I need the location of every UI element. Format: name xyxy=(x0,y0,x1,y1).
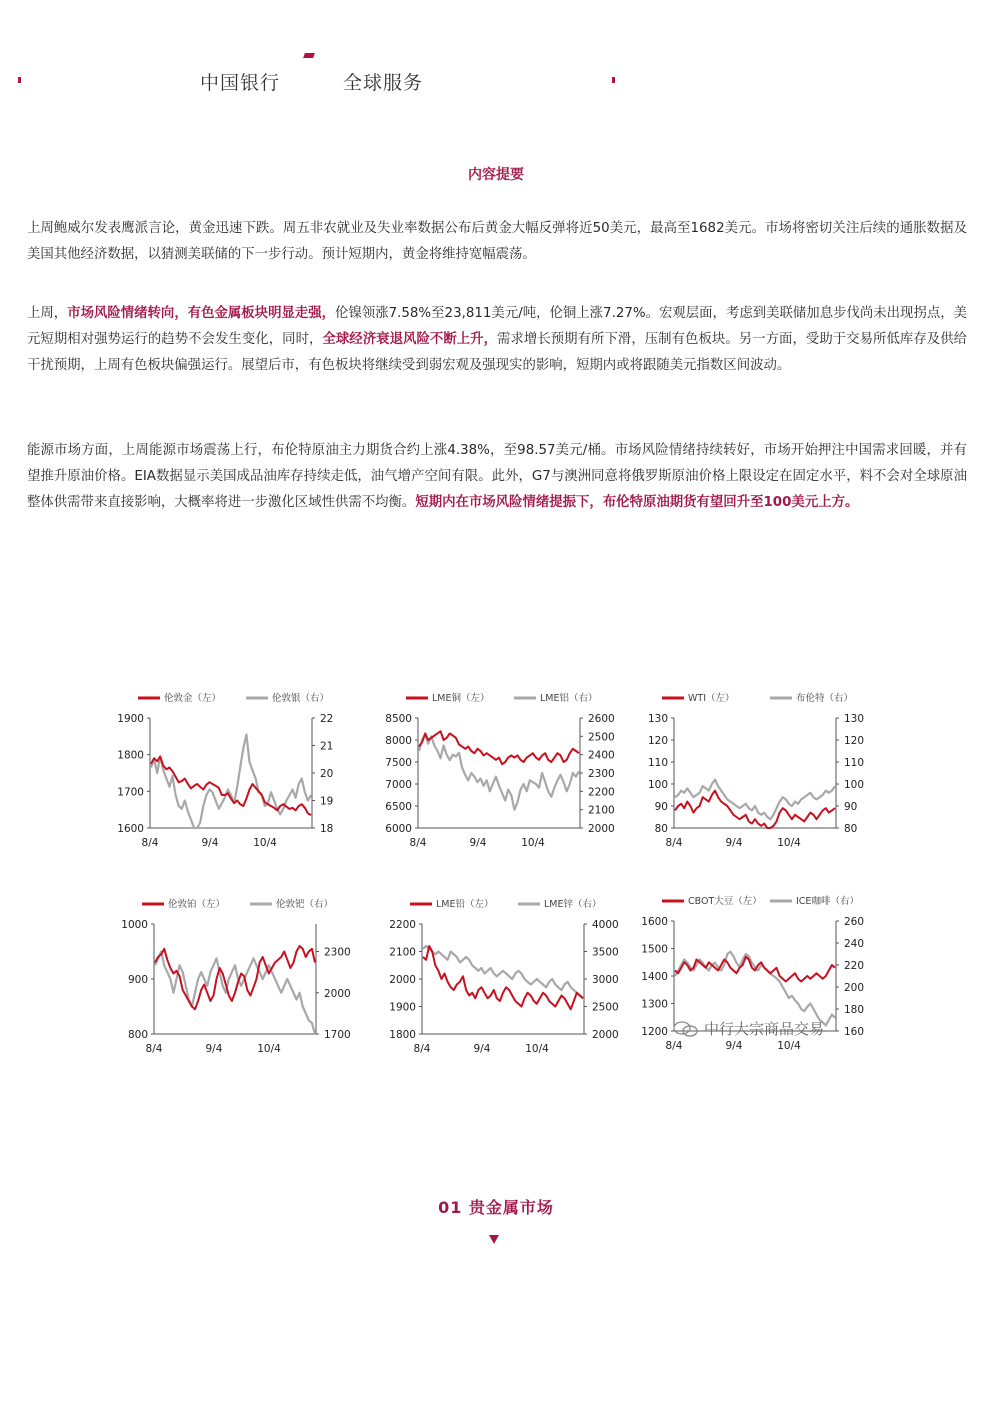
right-tick-label: 2000 xyxy=(324,987,351,1000)
right-tick-label: 160 xyxy=(844,1026,865,1038)
chart-lead-zinc xyxy=(380,896,630,1066)
series-line-primary xyxy=(155,946,315,1009)
left-tick-label: 100 xyxy=(647,779,668,791)
left-tick-label: 1600 xyxy=(641,916,668,928)
left-tick-label: 1800 xyxy=(117,749,144,762)
left-tick-label: 1900 xyxy=(389,1001,416,1014)
left-tick-label: 7000 xyxy=(385,779,412,791)
x-tick-label: 8/4 xyxy=(413,1043,431,1055)
right-tick-label: 2000 xyxy=(592,1029,619,1041)
right-tick-label: 260 xyxy=(844,916,865,928)
right-tick-label: 2300 xyxy=(324,946,351,959)
bank-logo-mark xyxy=(303,53,315,58)
right-tick-label: 3500 xyxy=(592,946,619,959)
x-tick-label: 9/4 xyxy=(205,1043,223,1055)
right-tick-label: 220 xyxy=(844,960,865,972)
header-mark-left xyxy=(18,77,21,83)
section-01-title: 01 贵金属市场 xyxy=(438,1198,554,1217)
legend-label: 布伦特（右） xyxy=(796,693,854,704)
left-tick-label: 2100 xyxy=(389,946,416,959)
legend-label: ICE咖啡（右） xyxy=(796,896,859,907)
x-tick-label: 8/4 xyxy=(145,1043,163,1055)
left-tick-label: 1600 xyxy=(117,823,144,835)
x-tick-label: 10/4 xyxy=(525,1043,549,1055)
left-tick-label: 6000 xyxy=(385,823,412,835)
body-text: 能源市场方面，上周能源市场震荡上行，布伦特原油主力期货合约上涨4.38%，至98.57美元/桶。市场风险情绪持续转好，市场开始押注中国需求回暖，并有望推升原油价格。EIA数据显示美国成品油库存持续走低，油气增产空间有限。此外，G7与澳洲同意将俄罗斯原油价格上限设定在固定水平，料不会对全球原油整体供需带来直接影响，大概率将进一步激化区域性供需不均衡。 xyxy=(27,443,967,510)
left-tick-label: 1200 xyxy=(641,1026,668,1038)
right-tick-label: 22 xyxy=(320,713,334,725)
left-tick-label: 2000 xyxy=(389,974,416,986)
watermark-text: 中行大宗商品交易 xyxy=(704,1020,825,1038)
right-tick-label: 100 xyxy=(844,779,865,791)
legend-label: 伦敦铂（左） xyxy=(168,899,226,910)
left-tick-label: 8000 xyxy=(385,735,412,747)
right-tick-label: 2500 xyxy=(588,731,615,744)
left-tick-label: 7500 xyxy=(385,757,412,769)
left-tick-label: 900 xyxy=(127,974,148,986)
right-tick-label: 2500 xyxy=(592,1001,619,1014)
right-tick-label: 21 xyxy=(320,740,334,753)
left-tick-label: 80 xyxy=(654,823,668,835)
series-line-secondary xyxy=(419,735,579,810)
x-tick-label: 8/4 xyxy=(409,837,427,849)
right-tick-label: 80 xyxy=(844,823,858,835)
body-text: 需求增长预期有所下滑，压制有色板块。另一方面，受助于交易所低库存及供给干扰预期，上周有色板块偏强运行。展望后市，有色板块将继续受到弱宏观及强现实的影响，短期内或将跟随美元指数区间波动。 xyxy=(27,332,968,373)
series-line-primary xyxy=(675,791,835,828)
legend-label: CBOT大豆（左） xyxy=(688,896,762,907)
left-tick-label: 1300 xyxy=(641,998,668,1011)
left-tick-label: 6500 xyxy=(385,801,412,813)
summary-paragraph-metals xyxy=(27,301,967,379)
legend-label: LME锌（右） xyxy=(544,899,602,910)
chart-platinum-palladium xyxy=(112,896,362,1066)
left-tick-label: 1800 xyxy=(389,1029,416,1041)
series-line-secondary xyxy=(423,946,583,998)
x-tick-label: 10/4 xyxy=(777,837,801,849)
chart-gold-silver xyxy=(108,690,358,860)
chart-axes xyxy=(674,718,836,828)
right-tick-label: 1700 xyxy=(324,1029,351,1041)
x-tick-label: 8/4 xyxy=(665,837,683,849)
right-tick-label: 2200 xyxy=(588,786,615,799)
body-text: 伦镍领涨7.58%至23,811美元/吨，伦铜上涨7.27%。宏观层面，考虑到美联储加息步伐尚未出现拐点，美元短期相对强势运行的趋势不会发生变化，同时， xyxy=(27,306,968,347)
x-tick-label: 8/4 xyxy=(665,1040,683,1052)
legend-label: LME铅（左） xyxy=(436,899,494,910)
legend-label: 伦敦金（左） xyxy=(164,693,222,704)
x-tick-label: 8/4 xyxy=(141,837,159,849)
left-tick-label: 130 xyxy=(647,713,668,725)
left-tick-label: 1000 xyxy=(121,919,148,931)
left-tick-label: 1400 xyxy=(641,971,668,983)
wechat-icon xyxy=(672,1020,700,1038)
series-line-secondary xyxy=(151,735,311,829)
chart-axes xyxy=(154,924,316,1034)
left-tick-label: 800 xyxy=(127,1029,148,1041)
right-tick-label: 240 xyxy=(844,938,865,950)
highlighted-text: 短期内在市场风险情绪提振下，布伦特原油期货有望回升至100美元上方。 xyxy=(415,495,859,510)
right-tick-label: 110 xyxy=(844,757,865,769)
right-tick-label: 4000 xyxy=(592,919,619,931)
right-tick-label: 19 xyxy=(320,795,334,808)
page-header xyxy=(0,50,992,110)
right-tick-label: 120 xyxy=(844,735,865,747)
legend-label: 伦敦银（右） xyxy=(272,693,330,704)
right-tick-label: 20 xyxy=(320,768,334,780)
right-tick-label: 2600 xyxy=(588,713,615,725)
legend-label: LME铝（右） xyxy=(540,693,598,704)
left-tick-label: 110 xyxy=(647,757,668,769)
x-tick-label: 9/4 xyxy=(473,1043,491,1055)
wechat-watermark xyxy=(672,1018,824,1039)
highlighted-text: 全球经济衰退风险不断上升， xyxy=(322,332,498,347)
right-tick-label: 2000 xyxy=(588,823,615,835)
right-tick-label: 130 xyxy=(844,713,865,725)
chart-copper-aluminum xyxy=(376,690,626,860)
summary-title: 内容提要 xyxy=(468,167,524,183)
x-tick-label: 10/4 xyxy=(777,1040,801,1052)
highlighted-text: 市场风险情绪转向，有色金属板块明显走强， xyxy=(67,306,336,321)
left-tick-label: 120 xyxy=(647,735,668,747)
right-tick-label: 180 xyxy=(844,1004,865,1016)
legend-label: 伦敦钯（右） xyxy=(276,899,334,910)
x-tick-label: 9/4 xyxy=(725,837,743,849)
bank-slogan: 全球服务 xyxy=(343,72,424,94)
left-tick-label: 2200 xyxy=(389,919,416,931)
chart-wti-brent xyxy=(632,690,882,860)
left-tick-label: 1900 xyxy=(117,713,144,725)
header-mark-right xyxy=(612,77,615,83)
left-tick-label: 90 xyxy=(654,801,668,813)
right-tick-label: 2300 xyxy=(588,768,615,780)
x-tick-label: 10/4 xyxy=(253,837,277,849)
x-tick-label: 10/4 xyxy=(257,1043,281,1055)
x-tick-label: 10/4 xyxy=(521,837,545,849)
x-tick-label: 9/4 xyxy=(469,837,487,849)
chart-axes xyxy=(674,921,836,1031)
x-tick-label: 9/4 xyxy=(725,1040,743,1052)
summary-paragraph-energy xyxy=(27,438,967,516)
legend-label: WTI（左） xyxy=(688,693,735,704)
right-tick-label: 2400 xyxy=(588,749,615,762)
series-line-primary xyxy=(423,946,583,1009)
right-tick-label: 200 xyxy=(844,982,865,994)
right-tick-label: 18 xyxy=(320,823,334,835)
summary-paragraph-gold: 上周鲍威尔发表鹰派言论，黄金迅速下跌。周五非农就业及失业率数据公布后黄金大幅反弹将近50美元，最高至1682美元。市场将密切关注后续的通胀数据及美国其他经济数据，以猜测美联储的下一步行动。预计短期内，黄金将维持宽幅震荡。 xyxy=(27,221,967,262)
left-tick-label: 1500 xyxy=(641,943,668,956)
down-arrow-icon xyxy=(489,1235,499,1244)
legend-label: LME铜（左） xyxy=(432,693,490,704)
x-tick-label: 9/4 xyxy=(201,837,219,849)
bank-name: 中国银行 xyxy=(200,72,281,94)
right-tick-label: 90 xyxy=(844,801,858,813)
left-tick-label: 8500 xyxy=(385,713,412,725)
left-tick-label: 1700 xyxy=(117,786,144,799)
right-tick-label: 3000 xyxy=(592,974,619,986)
series-line-primary xyxy=(675,957,835,982)
body-text: 上周， xyxy=(27,306,68,321)
right-tick-label: 2100 xyxy=(588,804,615,817)
